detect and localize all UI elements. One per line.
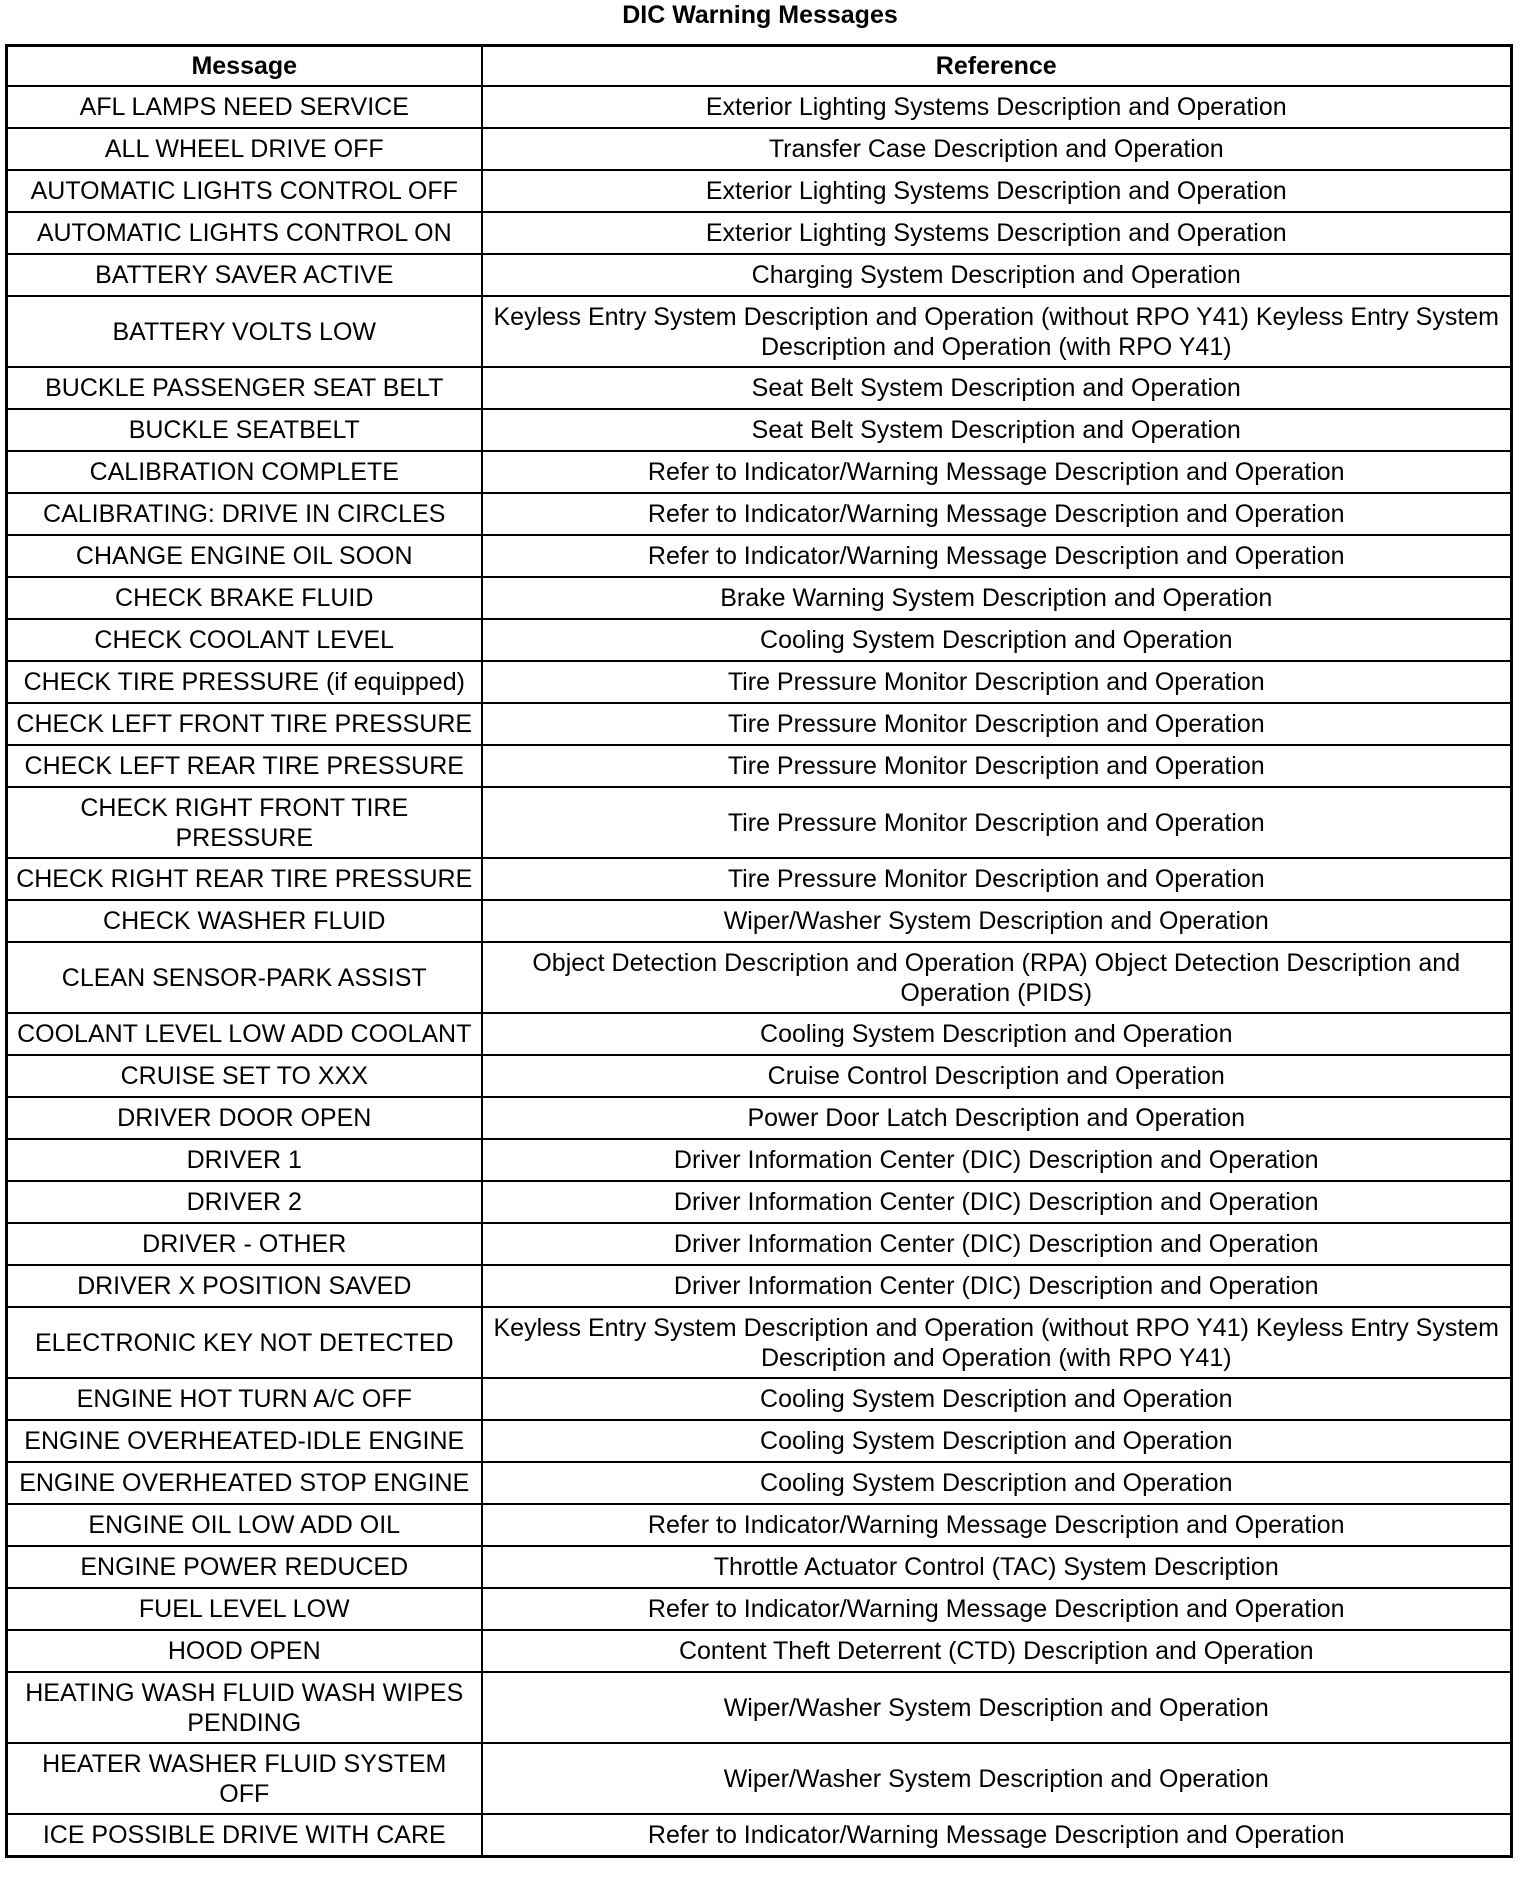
table-row [7,745,1512,787]
table-row [7,619,1512,661]
reference-cell: Exterior Lighting Systems Description and Operation [482,170,1512,212]
table-row [7,858,1512,900]
reference-cell: Refer to Indicator/Warning Message Description and Operation [482,451,1512,493]
message-cell: DRIVER - OTHER [7,1223,482,1265]
reference-cell: Driver Information Center (DIC) Description and Operation [482,1139,1512,1181]
reference-cell: Throttle Actuator Control (TAC) System Description [482,1546,1512,1588]
reference-cell: Cooling System Description and Operation [482,1462,1512,1504]
reference-cell: Driver Information Center (DIC) Description and Operation [482,1223,1512,1265]
table-row [7,1265,1512,1307]
message-cell: CHECK LEFT REAR TIRE PRESSURE [7,745,482,787]
message-cell: CHECK RIGHT REAR TIRE PRESSURE [7,858,482,900]
table-row [7,451,1512,493]
table-row [7,535,1512,577]
message-cell: HEATER WASHER FLUID SYSTEM OFF [7,1743,482,1814]
table-row [7,1378,1512,1420]
reference-cell: Object Detection Description and Operation (RPA) Object Detection Description and Operation (PIDS) [482,942,1512,1013]
reference-cell: Driver Information Center (DIC) Description and Operation [482,1181,1512,1223]
table-row [7,212,1512,254]
reference-cell: Brake Warning System Description and Operation [482,577,1512,619]
message-cell: CLEAN SENSOR-PARK ASSIST [7,942,482,1013]
reference-cell: Refer to Indicator/Warning Message Description and Operation [482,1814,1512,1857]
table-row [7,1097,1512,1139]
message-cell: DRIVER 1 [7,1139,482,1181]
table-row [7,1814,1512,1857]
table-row [7,1013,1512,1055]
reference-cell: Content Theft Deterrent (CTD) Description and Operation [482,1630,1512,1672]
message-cell: CHECK BRAKE FLUID [7,577,482,619]
message-cell: AUTOMATIC LIGHTS CONTROL ON [7,212,482,254]
message-cell: DRIVER DOOR OPEN [7,1097,482,1139]
table-row [7,1307,1512,1378]
reference-cell: Tire Pressure Monitor Description and Operation [482,858,1512,900]
reference-cell: Transfer Case Description and Operation [482,128,1512,170]
table-row [7,1672,1512,1743]
message-cell: CHECK TIRE PRESSURE (if equipped) [7,661,482,703]
column-header-reference: Reference [482,46,1512,87]
message-cell: ENGINE OVERHEATED STOP ENGINE [7,1462,482,1504]
reference-cell: Cooling System Description and Operation [482,1420,1512,1462]
table-row [7,900,1512,942]
reference-cell: Wiper/Washer System Description and Operation [482,1743,1512,1814]
message-cell: CHANGE ENGINE OIL SOON [7,535,482,577]
table-row [7,703,1512,745]
message-cell: ELECTRONIC KEY NOT DETECTED [7,1307,482,1378]
table-row [7,577,1512,619]
table-row [7,493,1512,535]
column-header-message: Message [7,46,482,87]
message-cell: BUCKLE PASSENGER SEAT BELT [7,367,482,409]
reference-cell: Refer to Indicator/Warning Message Description and Operation [482,1588,1512,1630]
reference-cell: Seat Belt System Description and Operation [482,367,1512,409]
message-cell: CHECK RIGHT FRONT TIRE PRESSURE [7,787,482,858]
table-row [7,367,1512,409]
table-row [7,1462,1512,1504]
reference-cell: Wiper/Washer System Description and Operation [482,900,1512,942]
reference-cell: Keyless Entry System Description and Operation (without RPO Y41) Keyless Entry System Description and Operation (with RPO Y41) [482,296,1512,367]
table-row [7,1630,1512,1672]
table-row [7,1420,1512,1462]
message-cell: DRIVER 2 [7,1181,482,1223]
message-cell: BATTERY VOLTS LOW [7,296,482,367]
table-row [7,1546,1512,1588]
message-cell: HOOD OPEN [7,1630,482,1672]
table-row [7,942,1512,1013]
reference-cell: Cooling System Description and Operation [482,619,1512,661]
table-row [7,254,1512,296]
message-cell: AFL LAMPS NEED SERVICE [7,86,482,128]
reference-cell: Cooling System Description and Operation [482,1013,1512,1055]
reference-cell: Exterior Lighting Systems Description and Operation [482,212,1512,254]
table-row [7,86,1512,128]
reference-cell: Tire Pressure Monitor Description and Operation [482,661,1512,703]
message-cell: ENGINE OVERHEATED-IDLE ENGINE [7,1420,482,1462]
message-cell: CHECK WASHER FLUID [7,900,482,942]
reference-cell: Exterior Lighting Systems Description and Operation [482,86,1512,128]
message-cell: ENGINE OIL LOW ADD OIL [7,1504,482,1546]
reference-cell: Keyless Entry System Description and Operation (without RPO Y41) Keyless Entry System Description and Operation (with RPO Y41) [482,1307,1512,1378]
message-cell: ENGINE HOT TURN A/C OFF [7,1378,482,1420]
reference-cell: Charging System Description and Operation [482,254,1512,296]
message-cell: CRUISE SET TO XXX [7,1055,482,1097]
reference-cell: Driver Information Center (DIC) Description and Operation [482,1265,1512,1307]
message-cell: ALL WHEEL DRIVE OFF [7,128,482,170]
reference-cell: Cruise Control Description and Operation [482,1055,1512,1097]
reference-cell: Cooling System Description and Operation [482,1378,1512,1420]
message-cell: FUEL LEVEL LOW [7,1588,482,1630]
message-cell: CHECK COOLANT LEVEL [7,619,482,661]
table-row [7,1743,1512,1814]
message-cell: COOLANT LEVEL LOW ADD COOLANT [7,1013,482,1055]
message-cell: ENGINE POWER REDUCED [7,1546,482,1588]
table-row [7,1588,1512,1630]
reference-cell: Tire Pressure Monitor Description and Operation [482,703,1512,745]
reference-cell: Refer to Indicator/Warning Message Description and Operation [482,1504,1512,1546]
table-row [7,296,1512,367]
message-cell: BATTERY SAVER ACTIVE [7,254,482,296]
message-cell: ICE POSSIBLE DRIVE WITH CARE [7,1814,482,1857]
table-row [7,1055,1512,1097]
table-row [7,1139,1512,1181]
table-row [7,1223,1512,1265]
reference-cell: Tire Pressure Monitor Description and Operation [482,787,1512,858]
message-cell: CALIBRATION COMPLETE [7,451,482,493]
reference-cell: Wiper/Washer System Description and Operation [482,1672,1512,1743]
message-cell: AUTOMATIC LIGHTS CONTROL OFF [7,170,482,212]
reference-cell: Power Door Latch Description and Operation [482,1097,1512,1139]
message-cell: CHECK LEFT FRONT TIRE PRESSURE [7,703,482,745]
reference-cell: Refer to Indicator/Warning Message Description and Operation [482,493,1512,535]
reference-cell: Tire Pressure Monitor Description and Operation [482,745,1512,787]
table-header-row [7,46,1512,87]
table-row [7,409,1512,451]
table-row [7,128,1512,170]
reference-cell: Refer to Indicator/Warning Message Description and Operation [482,535,1512,577]
message-cell: CALIBRATING: DRIVE IN CIRCLES [7,493,482,535]
message-cell: DRIVER X POSITION SAVED [7,1265,482,1307]
table-row [7,787,1512,858]
table-row [7,1504,1512,1546]
page-title: DIC Warning Messages [622,1,898,29]
table-row [7,1181,1512,1223]
table-row [7,661,1512,703]
message-cell: HEATING WASH FLUID WASH WIPES PENDING [7,1672,482,1743]
message-cell: BUCKLE SEATBELT [7,409,482,451]
reference-cell: Seat Belt System Description and Operation [482,409,1512,451]
dic-warning-messages-table [5,44,1513,1858]
table-row [7,170,1512,212]
